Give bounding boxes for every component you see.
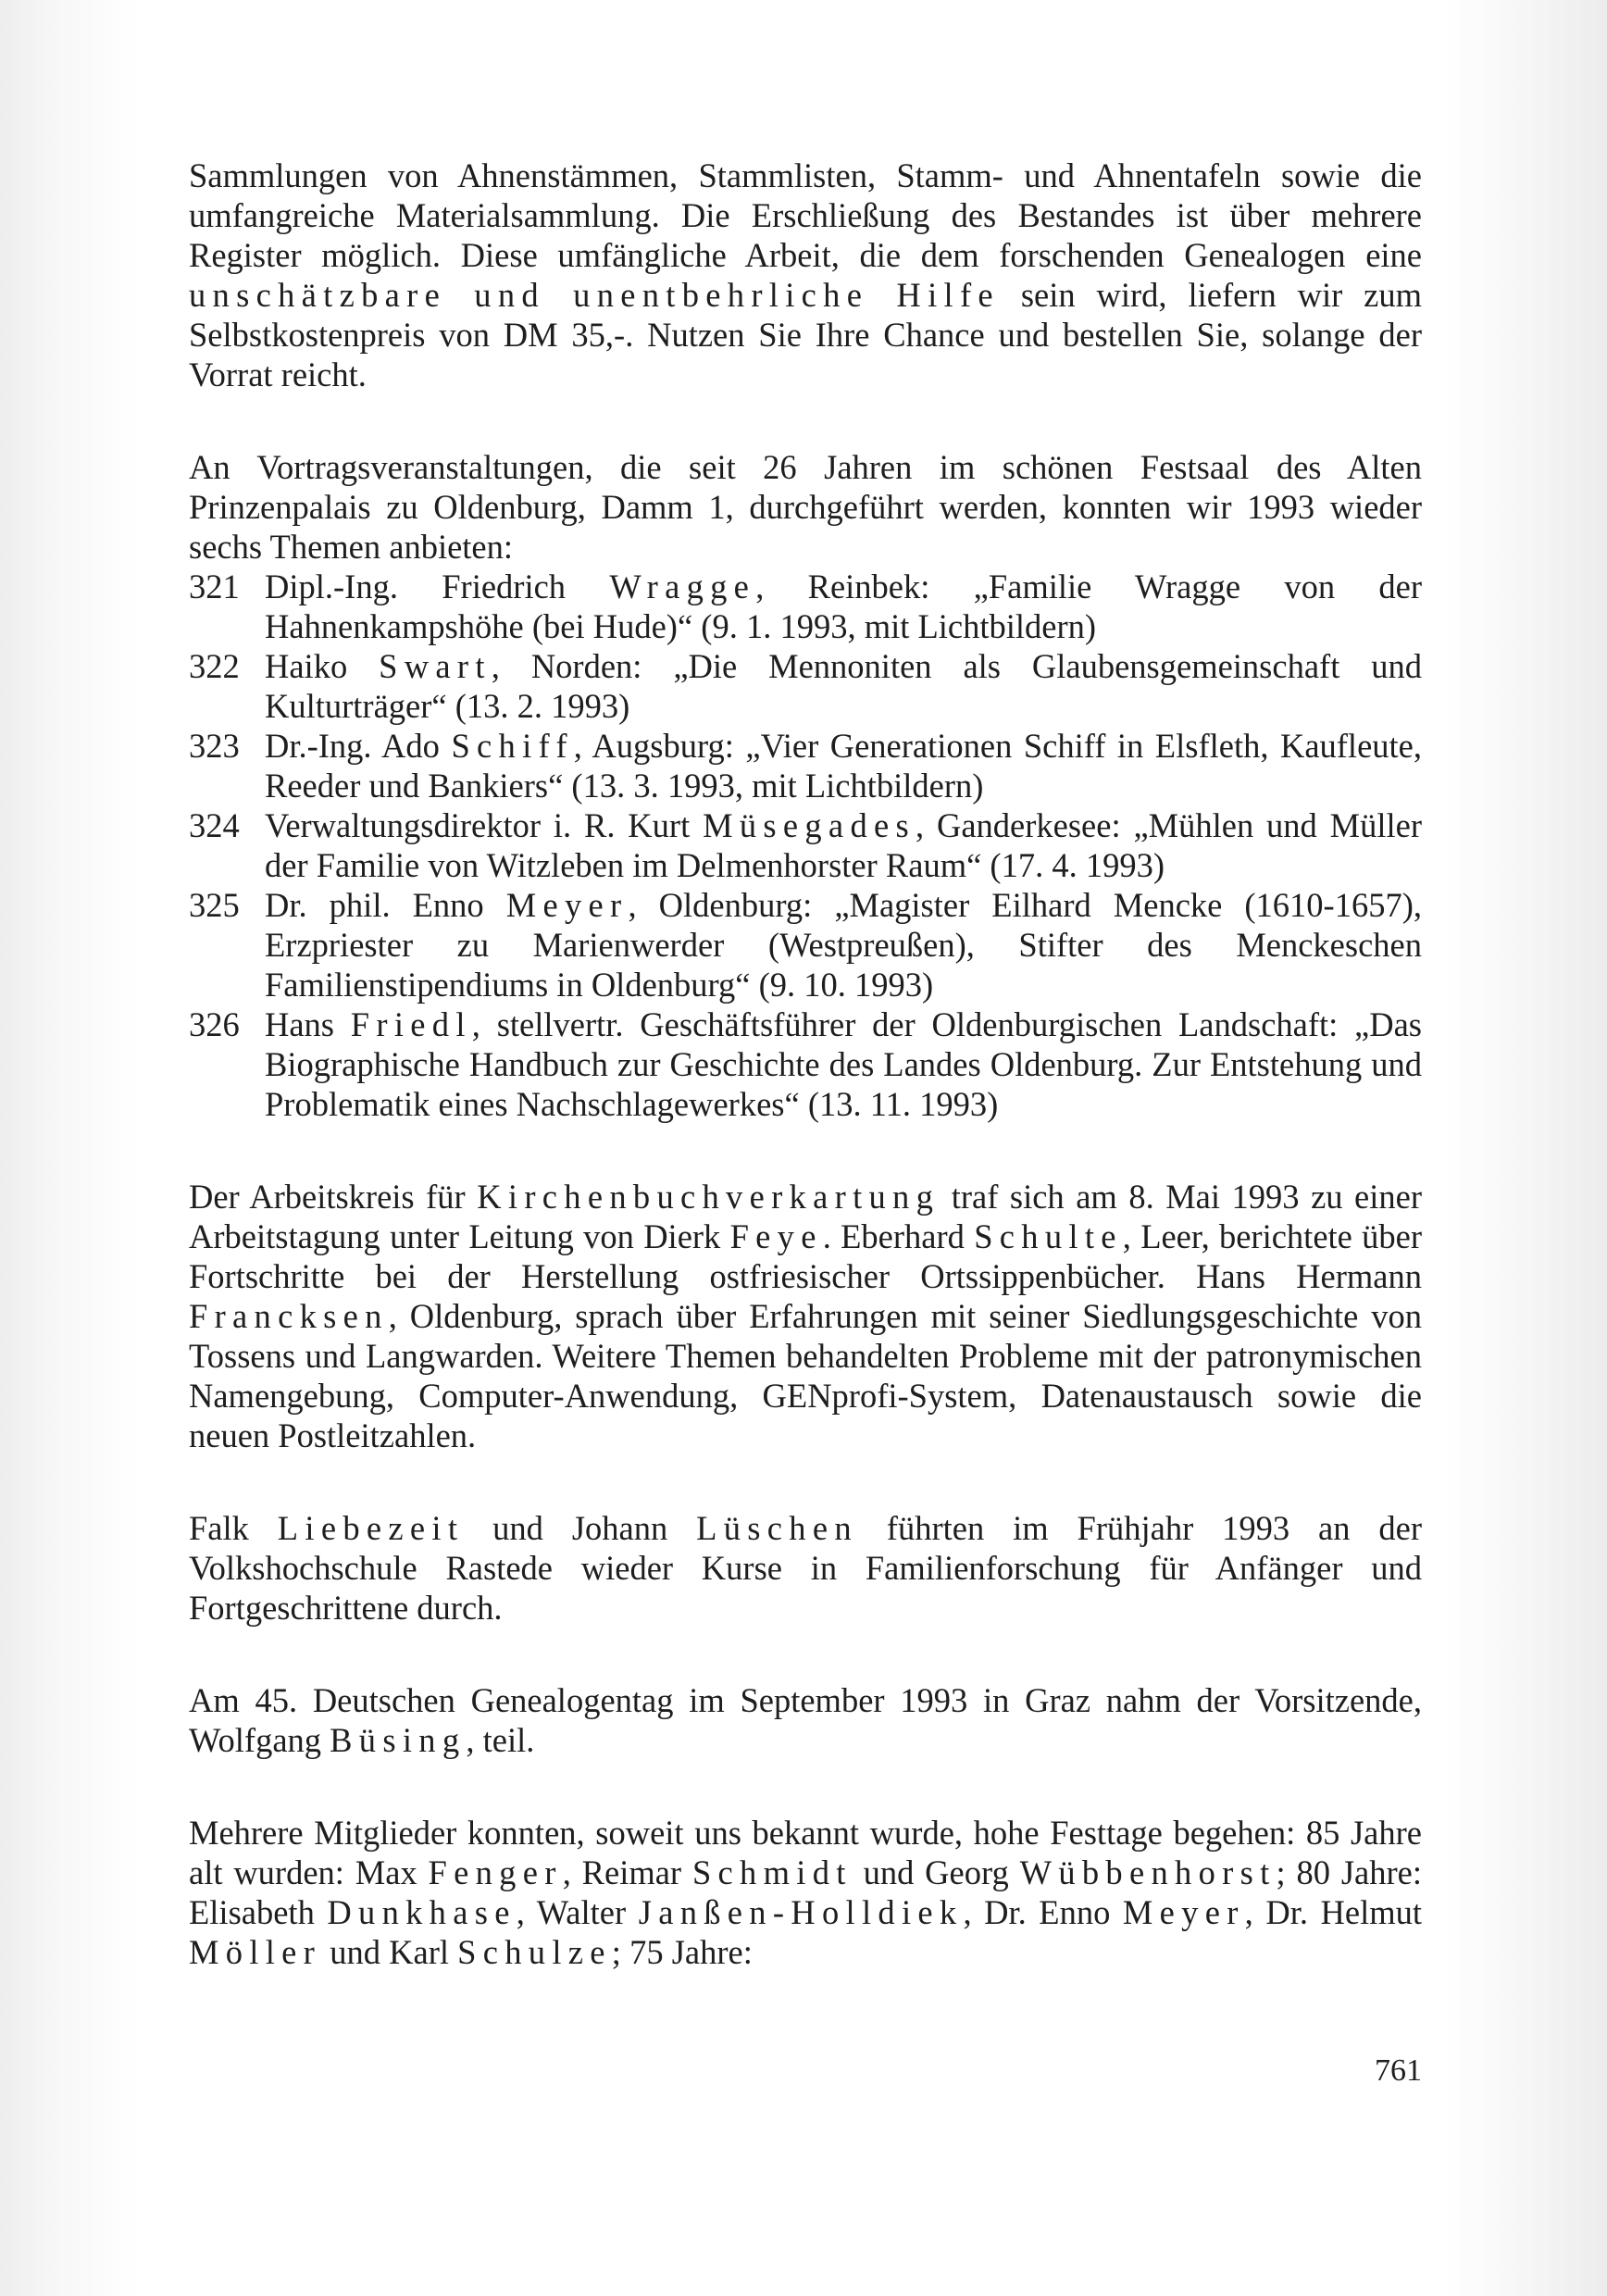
text-run: , stellvertr. Geschäftsführer der Oldenburgischen Landschaft: „Das Biographische Handbuch zur Geschichte des Landes Oldenburg. Zur Entstehung und Problematik eines Nachschlagewerkes“ (13. 11. 1993)	[265, 1005, 1423, 1123]
text-run: Verwaltungsdirektor i. R. Kurt	[265, 806, 704, 844]
lecture-number: 324	[189, 806, 240, 844]
text-run: und Johann	[464, 1509, 697, 1547]
speaker-name: Swart	[379, 647, 492, 685]
lecture-item	[189, 885, 1422, 1004]
text-run: Der Arbeitskreis für	[189, 1178, 478, 1216]
lecture-text	[265, 567, 1422, 646]
person-name: Liebezeit	[277, 1509, 465, 1547]
lecture-number: 321	[189, 568, 240, 605]
text-run: , Reinbek: „Familie Wragge von der Hahnenkampshöhe (bei Hude)“ (9. 1. 1993, mit Lichtbildern)	[265, 568, 1422, 645]
body-text	[189, 156, 1422, 1972]
page-number: 761	[1375, 2053, 1422, 2088]
person-name: Schmidt	[691, 1853, 853, 1891]
lecture-item	[189, 646, 1422, 726]
text-run: traf sich am 8. Mai 1993 zu einer Arbeitstagung unter Leitung von Dierk	[189, 1178, 1422, 1255]
text-run: Dr.-Ing. Ado	[265, 727, 452, 765]
paragraph-anniversaries	[189, 1813, 1422, 1972]
person-name: Janßen-Holldiek	[638, 1893, 964, 1931]
paragraph-courses	[189, 1508, 1422, 1628]
lecture-list	[189, 567, 1422, 1124]
person-name: Meyer	[1122, 1893, 1245, 1931]
person-name: Wübbenhorst	[1019, 1853, 1277, 1891]
text-run: , Ganderkesee: „Mühlen und Müller der Familie von Witzleben im Delmenhorster Raum“ (17. 4. 1993)	[265, 806, 1422, 884]
person-name: Fenger	[428, 1853, 563, 1891]
person-name: Dunkhase	[327, 1893, 517, 1931]
speaker-name: Wragge	[609, 568, 756, 605]
text-run: sein wird, liefern wir zum Selbstkostenpreis von DM 35,-. Nutzen Sie Ihre Chance und bestellen Sie, solange der Vorrat reicht.	[189, 276, 1422, 393]
text-run: Hans	[265, 1005, 351, 1043]
text-run: . Eberhard	[822, 1217, 975, 1255]
speaker-name: Meyer	[505, 886, 629, 924]
text-run: , Leer, berichtete über Fortschritte bei der Herstellung ostfriesischer Ortssippenbücher. Hans Hermann	[189, 1217, 1422, 1295]
speaker-name: Friedl	[350, 1005, 472, 1043]
text-run: , Augsburg: „Vier Generationen Schiff in Elsfleth, Kaufleute, Reeder und Bankiers“ (13. 3. 1993, mit Lichtbildern)	[265, 727, 1422, 805]
text-run: Haiko	[265, 647, 380, 685]
speaker-name: Müsegades	[703, 806, 916, 844]
lecture-text	[265, 726, 1422, 805]
person-name: Francksen	[189, 1297, 389, 1335]
text-run: , Oldenburg, sprach über Erfahrungen mit seiner Siedlungsgeschichte von Tossens und Langwarden. Weitere Themen behandelten Probleme mit der patronymischen Namengebung, Computer-Anwendung, GENprofi-System, Datenaustausch sowie die neuen Postleitzahlen.	[189, 1297, 1422, 1454]
text-run: Am 45. Deutschen Genealogentag im September 1993 in Graz nahm der Vorsitzende, Wolfgang	[189, 1681, 1422, 1759]
person-name: Schulte	[974, 1217, 1123, 1255]
emphasized-text: unschätzbare und unentbehrliche Hilfe	[189, 276, 1000, 314]
text-run: Dr. phil. Enno	[265, 886, 506, 924]
emphasized-text: Kirchenbuchverkartung	[477, 1178, 941, 1216]
paragraph-lectures-intro: An Vortragsveranstaltungen, die seit 26 Jahren im schönen Festsaal des Alten Prinzenpalais zu Oldenburg, Damm 1, durchgeführt werden, konnten wir 1993 wieder sechs Themen anbieten:	[189, 448, 1422, 566]
text-run: , Norden: „Die Mennoniten als Glaubensgemeinschaft und Kulturträger“ (13. 2. 1993)	[265, 647, 1422, 725]
lecture-number: 323	[189, 727, 240, 765]
lecture-number: 326	[189, 1005, 240, 1043]
text-run: , teil.	[466, 1721, 535, 1759]
text-run: , Reimar	[562, 1853, 692, 1891]
text-run: und Georg	[852, 1853, 1020, 1891]
lecture-item	[189, 1004, 1422, 1124]
lecture-item	[189, 726, 1422, 805]
lecture-text	[265, 646, 1422, 726]
paragraph-genealogentag	[189, 1680, 1422, 1760]
text-run: führten im Frühjahr 1993 an der Volkshochschule Rastede wieder Kurse in Familienforschung für Anfänger und Fortgeschrittene durch.	[189, 1509, 1422, 1627]
lecture-number: 325	[189, 886, 240, 924]
lecture-item	[189, 567, 1422, 646]
lecture-item	[189, 805, 1422, 885]
text-run: , Dr. Enno	[963, 1893, 1123, 1931]
person-name: Möller	[189, 1933, 322, 1971]
paragraph-register-offer	[189, 156, 1422, 394]
text-run: ; 80 Jahre: Elisabeth	[189, 1853, 1422, 1931]
text-run: Falk	[189, 1509, 278, 1547]
lecture-text	[265, 885, 1422, 1004]
text-run: ; 75 Jahre:	[611, 1933, 753, 1971]
lecture-text	[265, 1004, 1422, 1124]
person-name: Büsing	[330, 1721, 467, 1759]
lecture-number: 322	[189, 647, 240, 685]
person-name: Lüschen	[696, 1509, 858, 1547]
speaker-name: Schiff	[451, 727, 574, 765]
text-run: , Walter	[516, 1893, 639, 1931]
text-run: Dipl.-Ing. Friedrich	[265, 568, 610, 605]
lecture-text	[265, 805, 1422, 885]
text-run: und Karl	[321, 1933, 458, 1971]
text-run: Mehrere Mitglieder konnten, soweit uns bekannt wurde, hohe Festtage begehen: 85 Jahre alt wurden: Max	[189, 1814, 1422, 1891]
text-run: Sammlungen von Ahnenstämmen, Stammlisten, Stamm- und Ahnentafeln sowie die umfangreiche Materialsammlung. Die Erschließung des Bestandes ist über mehrere Register möglich. Diese umfängliche Arbeit, die dem forschenden Genealogen eine	[189, 156, 1422, 274]
paragraph-working-group	[189, 1177, 1422, 1455]
person-name: Schulze	[457, 1933, 612, 1971]
text-run: , Dr. Helmut	[1244, 1893, 1422, 1931]
text-run: , Oldenburg: „Magister Eilhard Mencke (1610-1657), Erzpriester zu Marienwerder (Westpreußen), Stifter des Menckeschen Familienstipendiums in Oldenburg“ (9. 10. 1993)	[265, 886, 1422, 1004]
person-name: Feye	[729, 1217, 823, 1255]
